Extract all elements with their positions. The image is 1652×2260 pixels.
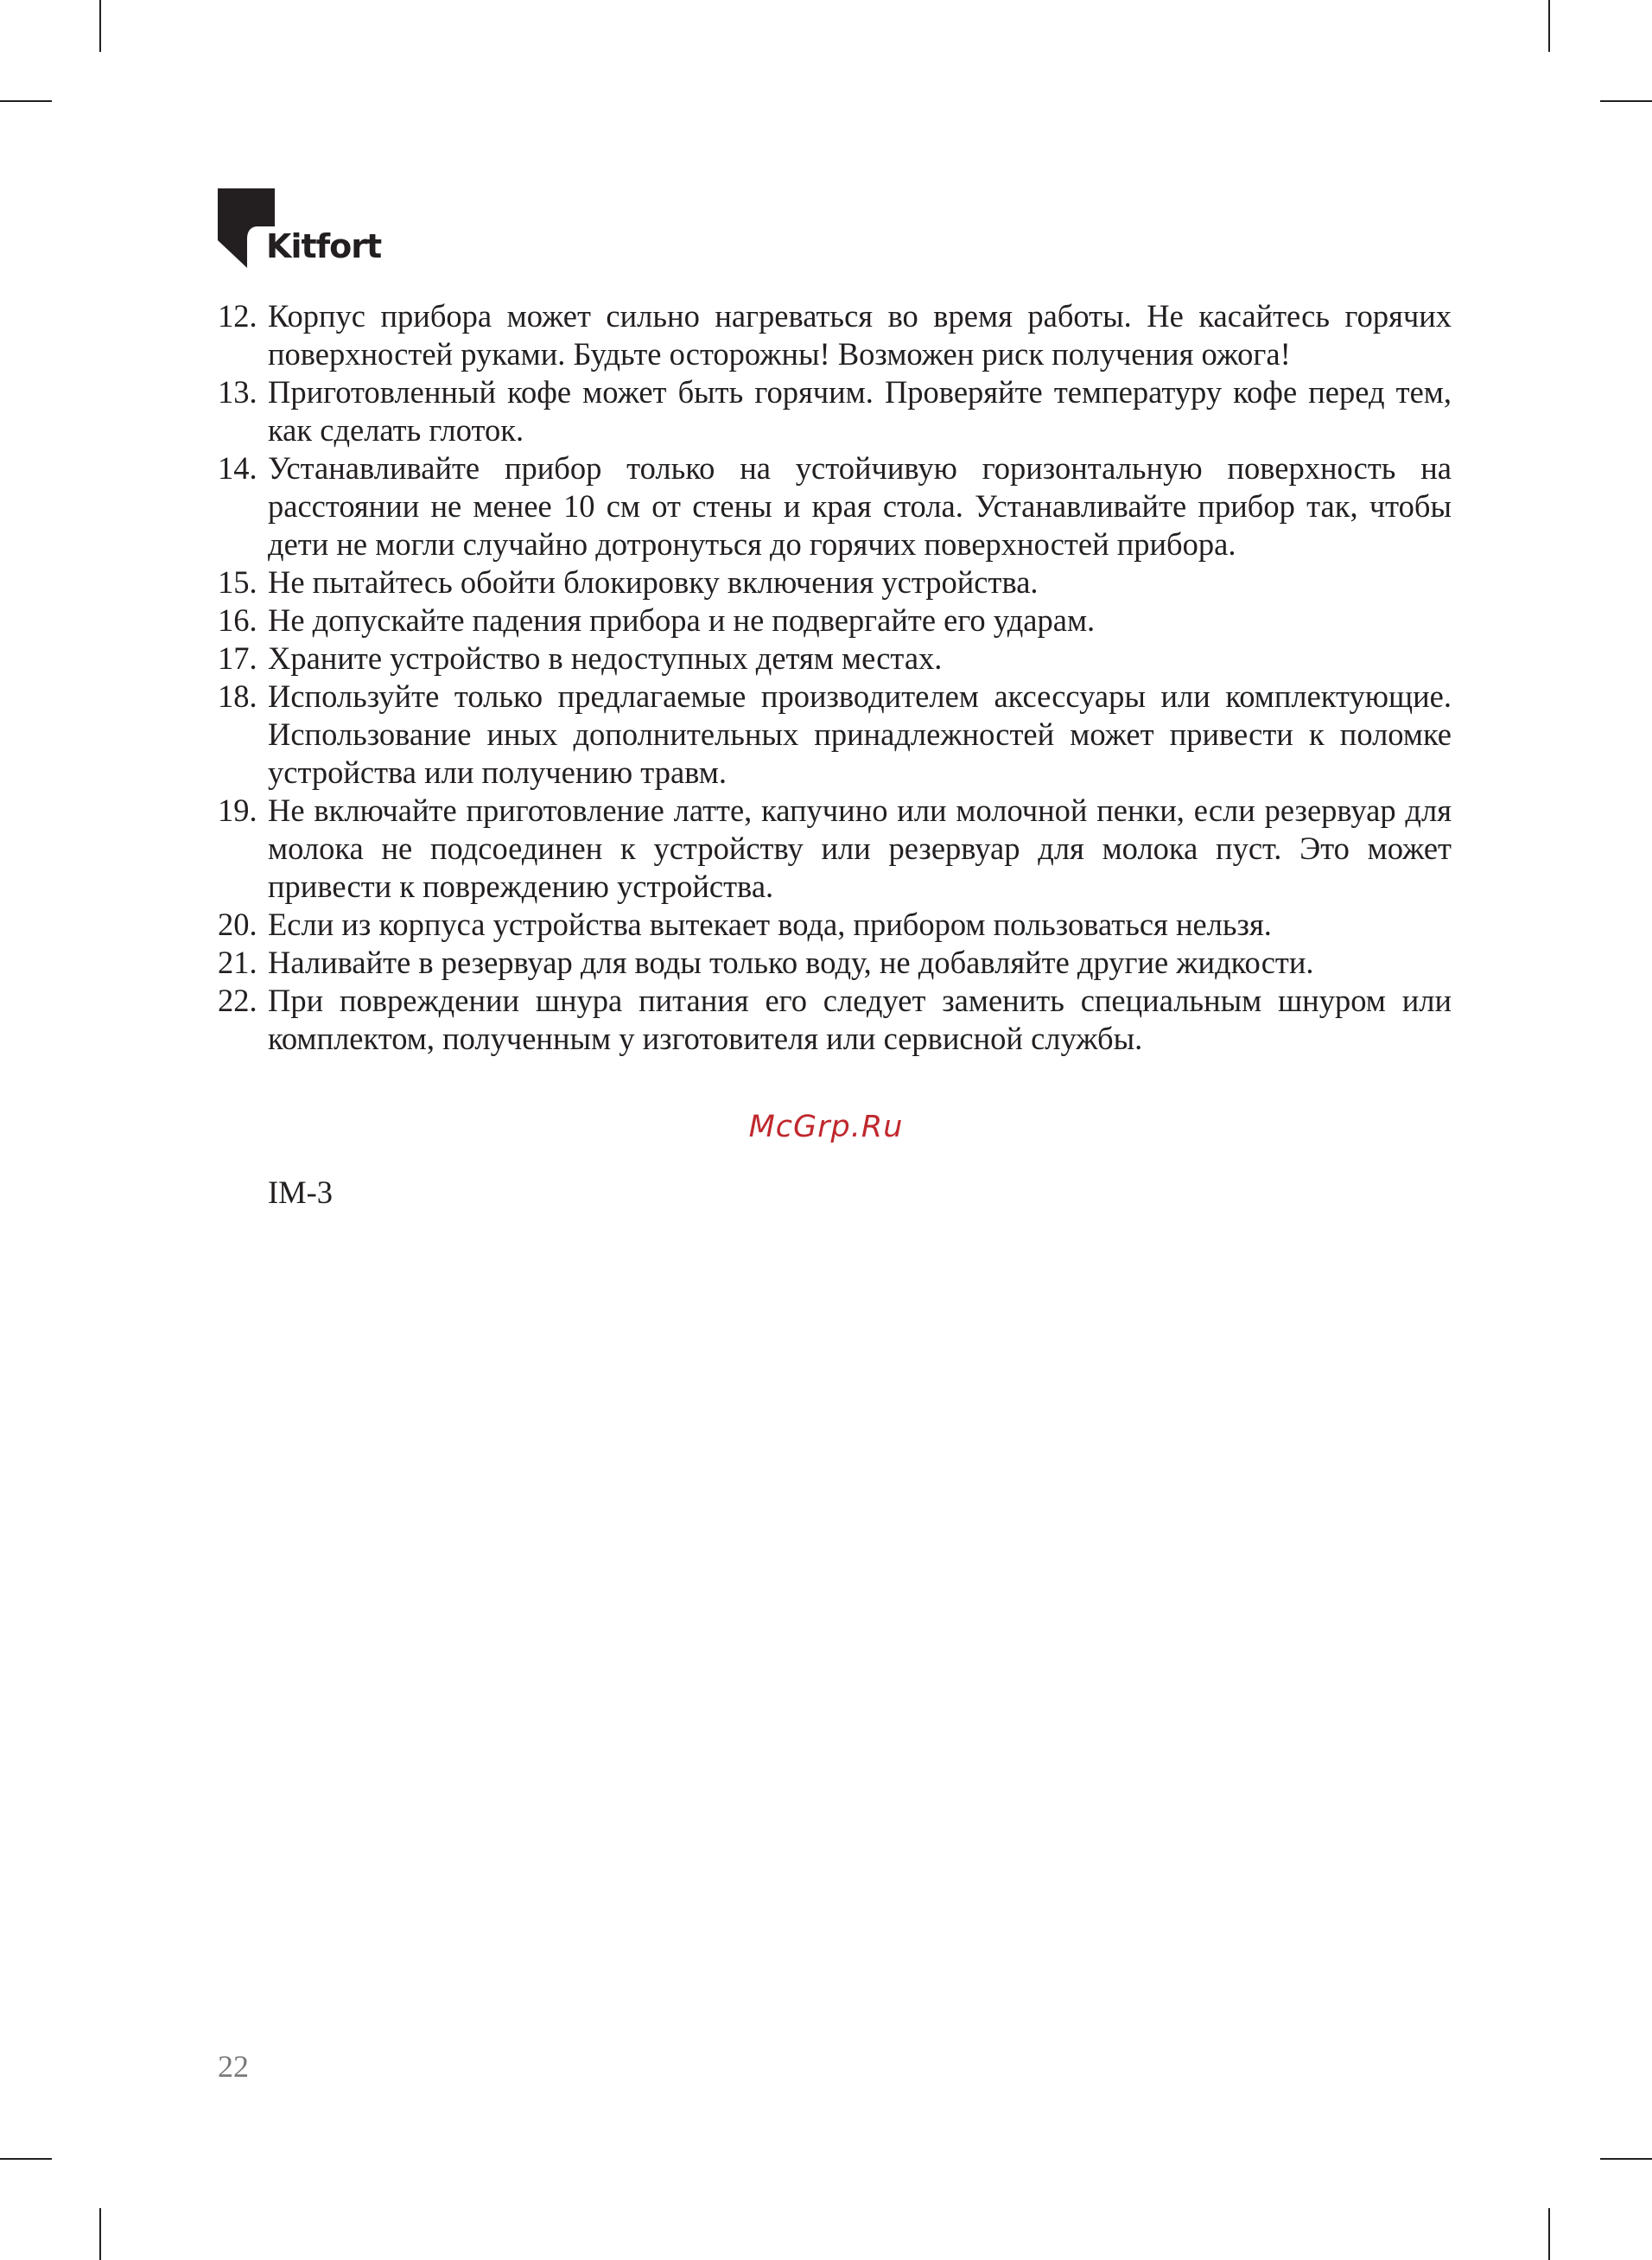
item-text: Корпус прибора может сильно нагреваться во время работы. Не касайтесь горячих поверхностей руками. Будьте осторожны! Возможен риск получения ожога! [268, 298, 1452, 372]
list-item [218, 373, 1452, 449]
list-item [218, 449, 1452, 563]
item-text: Устанавливайте прибор только на устойчивую горизонтальную поверхность на расстоянии не менее 10 см от стены и края стола. Устанавливайте прибор так, чтобы дети не могли случайно дотронуться до горячих поверхностей прибора. [268, 450, 1452, 562]
item-number: 21. [218, 945, 257, 980]
item-number: 14. [218, 450, 257, 486]
item-text: Не допускайте падения прибора и не подвергайте его ударам. [268, 602, 1096, 638]
item-number: 15. [218, 564, 257, 600]
item-number: 18. [218, 678, 257, 714]
list-item [218, 640, 1452, 678]
crop-mark-bottom-right [1548, 2208, 1550, 2260]
list-item [218, 906, 1452, 944]
item-number: 12. [218, 298, 257, 334]
brand-name: Kitfort [266, 227, 382, 265]
item-text: Не включайте приготовление латте, капучино или молочной пенки, если резервуар для молока не подсоединен к устройству или резервуар для молока пуст. Это может привести к повреждению устройства. [268, 793, 1452, 904]
item-text: Храните устройство в недоступных детям местах. [268, 640, 943, 676]
list-item [218, 944, 1452, 982]
item-number: 17. [218, 640, 257, 676]
item-text: При повреждении шнура питания его следует заменить специальным шнуром или комплектом, полученным у изготовителя или сервисной службы. [268, 983, 1452, 1056]
crop-mark-left-bottom [0, 2158, 52, 2160]
list-item [218, 982, 1452, 1058]
crop-mark-left-top [0, 100, 52, 102]
crop-mark-top-left [99, 0, 101, 52]
list-item [218, 792, 1452, 906]
crop-mark-right-top [1600, 100, 1652, 102]
page-number: 22 [218, 2049, 249, 2084]
item-text: Наливайте в резервуар для воды только воду, не добавляйте другие жидкости. [268, 945, 1314, 980]
list-item [218, 602, 1452, 640]
item-text: Если из корпуса устройства вытекает вода, прибором пользоваться нельзя. [268, 907, 1272, 942]
watermark-text: McGrp.Ru [748, 1110, 904, 1144]
list-item [218, 297, 1452, 373]
document-code: IM-3 [268, 1175, 334, 1210]
crop-mark-right-bottom [1600, 2158, 1652, 2160]
list-item [218, 678, 1452, 792]
item-number: 22. [218, 983, 257, 1018]
item-number: 13. [218, 374, 257, 410]
item-text: Используйте только предлагаемые производителем аксессуары или комплектующие. Использование иных дополнительных принадлежностей может привести к поломке устройства или получению травм. [268, 678, 1452, 790]
item-text: Приготовленный кофе может быть горячим. Проверяйте температуру кофе перед тем, как сделать глоток. [268, 374, 1452, 448]
item-number: 19. [218, 793, 257, 828]
list-item [218, 563, 1452, 602]
item-text: Не пытайтесь обойти блокировку включения устройства. [268, 564, 1039, 600]
crop-mark-bottom-left [99, 2208, 101, 2260]
kitfort-logo [218, 188, 382, 268]
item-number: 20. [218, 907, 257, 942]
crop-mark-top-right [1548, 0, 1550, 52]
safety-instructions-list [218, 297, 1452, 1058]
item-number: 16. [218, 602, 257, 638]
